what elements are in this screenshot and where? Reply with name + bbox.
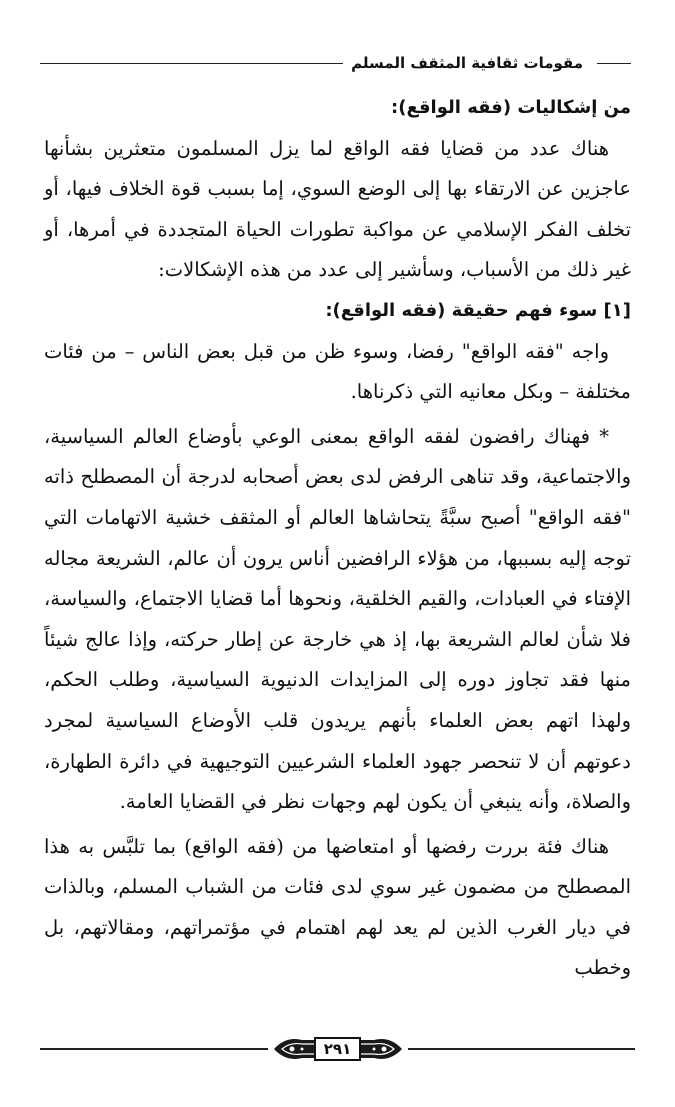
section-heading: من إشكاليات (فقه الواقع):: [391, 97, 631, 118]
header-rule: [40, 63, 343, 64]
footer-rule-right: [408, 1048, 636, 1050]
page-number: ٢٩١: [314, 1037, 361, 1061]
paragraph: هناك فئة بررت رفضها أو امتعاضها من (فقه الواقع) بما تلبَّس به هذا المصطلح من مضمون غير سوي لدى فئات من الشباب المسلم، وبالذات في ديار الغرب الذين لم يعد لهم اهتمام في مؤتمراتهم، ومقالاتهم، بل وخطب: [44, 834, 631, 980]
running-header-title: مقومات ثقافية المثقف المسلم: [351, 54, 583, 72]
page-body: [44, 88, 631, 989]
page-footer: [40, 1032, 635, 1066]
paragraph: واجه "فقه الواقع" رفضا، وسوء ظن من قبل بعض الناس – من فئات مختلفة – وبكل معانيه التي ذكرناها.: [44, 339, 631, 404]
paragraph: هناك عدد من قضايا فقه الواقع لما يزل المسلمون متعثرين بشأنها عاجزين عن الارتقاء بها إلى الوضع السوي، إما بسبب قوة الخلاف فيها، أو تخلف الفكر الإسلامي عن مواكبة تطورات الحياة المتجددة في أمرها، أو غير ذلك من الأسباب، وسأشير إلى عدد من هذه الإشكالات:: [44, 136, 631, 282]
header-rule-short: [597, 63, 631, 64]
subsection-heading: [١] سوء فهم حقيقة (فقه الواقع):: [325, 299, 631, 321]
running-header: [40, 52, 631, 74]
page-number-ornament: [272, 1034, 404, 1064]
paragraph: * فهناك رافضون لفقه الواقع بمعنى الوعي بأوضاع العالم السياسية، والاجتماعية، وقد تناهى الرفض لدى بعض أصحابه لدرجة أن المصطلح ذاته "فقه الواقع" أصبح سبَّةً يتحاشاها العالم أو المثقف خشية الاتهامات التي توجه إليه بسببها، من هؤلاء الرافضين أناس يرون أن عالم، الشريعة مجاله الإفتاء في العبادات، والقيم الخلقية، ونحوها أما قضايا الاجتماع، والسياسة، فلا شأن لعالم الشريعة بها، إذ هي خارجة عن إطار حركته، وإذا عالج شيئاً منها فقد تجاوز دوره إلى المزايدات الدنيوية السياسية، وطلب الحكم، ولهذا اتهم بعض العلماء بأنهم يريدون قلب الأوضاع السياسية لمجرد دعوتهم أن لا تنحصر جهود العلماء الشرعيين التوجيهية في دائرة الطهارة، والصلاة، وأنه ينبغي أن يكون لهم وجهات نظر في القضايا العامة.: [44, 424, 631, 814]
footer-rule-left: [40, 1048, 268, 1050]
